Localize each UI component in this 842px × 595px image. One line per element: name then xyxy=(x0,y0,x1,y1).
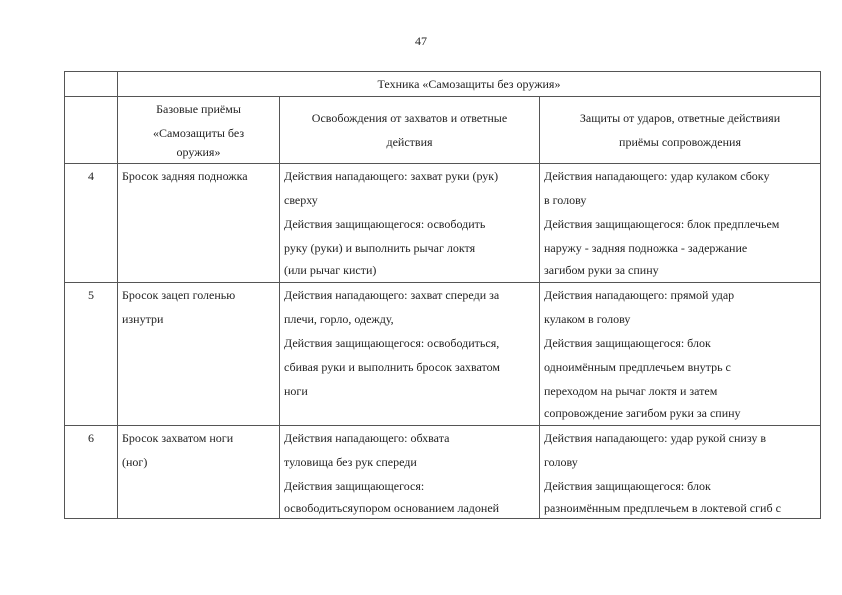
header-free-line: действия xyxy=(386,135,433,149)
row-release-actions xyxy=(280,283,540,426)
cell-line: плечи, горло, одежду, xyxy=(284,312,394,326)
cell-line: Действия нападающего: захват руки (рук) xyxy=(284,169,499,183)
cell-line: кулаком в голову xyxy=(544,312,631,326)
cell-line: наружу - задняя подножка - задержание xyxy=(544,241,748,255)
cell-line: Действия нападающего: прямой удар xyxy=(544,288,735,302)
row-number: 4 xyxy=(65,164,118,283)
cell-line: Действия защищающегося: блок xyxy=(544,336,711,350)
cell-line: туловища без рук спереди xyxy=(284,455,417,469)
header-strike-defense xyxy=(540,97,821,164)
row-number: 5 xyxy=(65,283,118,426)
row-release-actions xyxy=(280,164,540,283)
cell-line: Действия нападающего: удар кулаком сбоку xyxy=(544,169,770,183)
row-base-technique xyxy=(118,426,280,519)
header-release-from-grabs xyxy=(280,97,540,164)
cell-line: переходом на рычаг локтя и затем xyxy=(544,384,718,398)
cell-line: ноги xyxy=(284,384,308,398)
cell-line: освободитьсяупором основанием ладоней xyxy=(284,501,500,515)
row-release-actions xyxy=(280,426,540,519)
table-row xyxy=(65,283,821,426)
header-base-techniques xyxy=(118,97,280,164)
header-defense-line: Защиты от ударов, ответные действияи xyxy=(579,111,781,125)
row-defense-actions xyxy=(540,164,821,283)
cell-line: сопровождение загибом руки за спину xyxy=(544,406,741,420)
row-base-technique xyxy=(118,283,280,426)
header-defense-line: приёмы сопровождения xyxy=(619,135,741,149)
cell-line: Действия защищающегося: освободиться, xyxy=(284,336,500,350)
header-base-line: «Самозащиты без xyxy=(152,126,245,140)
cell-line: Бросок зацеп голенью xyxy=(122,288,236,302)
cell-line: Бросок захватом ноги xyxy=(122,431,234,445)
cell-line: Действия защищающегося: блок предплечьем xyxy=(544,217,780,231)
title-empty-cell xyxy=(65,72,118,97)
table-header-row xyxy=(65,97,821,164)
table-title-row xyxy=(65,72,821,97)
cell-line: голову xyxy=(544,455,578,469)
cell-line: сверху xyxy=(284,193,318,207)
cell-line: сбивая руки и выполнить бросок захватом xyxy=(284,360,501,374)
cell-line: Действия нападающего: удар рукой снизу в xyxy=(544,431,766,445)
cell-line: руку (руки) и выполнить рычаг локтя xyxy=(284,241,476,255)
row-base-technique xyxy=(118,164,280,283)
cell-line: (ног) xyxy=(122,455,148,469)
cell-line: Действия нападающего: обхвата xyxy=(284,431,450,445)
header-base-line: Базовые приёмы xyxy=(156,102,241,116)
row-defense-actions xyxy=(540,426,821,519)
cell-line: загибом руки за спину xyxy=(544,263,659,277)
table-row xyxy=(65,164,821,283)
table-title: Техника «Самозащиты без оружия» xyxy=(118,72,821,97)
table-row xyxy=(65,426,821,519)
cell-line: Действия защищающегося: xyxy=(284,479,425,493)
cell-line: (или рычаг кисти) xyxy=(284,263,377,277)
cell-line: одноимённым предплечьем внутрь с xyxy=(544,360,731,374)
header-num-cell xyxy=(65,97,118,164)
row-defense-actions xyxy=(540,283,821,426)
cell-line: Действия нападающего: захват спереди за xyxy=(284,288,500,302)
cell-line: Бросок задняя подножка xyxy=(122,169,248,183)
cell-line: Действия защищающегося: блок xyxy=(544,479,711,493)
page-number: 47 xyxy=(415,34,427,48)
cell-line: разноимённым предплечьем в локтевой сгиб с xyxy=(544,501,781,515)
cell-line: в голову xyxy=(544,193,587,207)
header-base-line: оружия» xyxy=(176,145,221,159)
cell-line: Действия защищающегося: освободить xyxy=(284,217,486,231)
header-free-line: Освобождения от захватов и ответные xyxy=(311,111,508,125)
cell-line: изнутри xyxy=(122,312,164,326)
technique-table xyxy=(64,71,821,519)
row-number: 6 xyxy=(65,426,118,519)
